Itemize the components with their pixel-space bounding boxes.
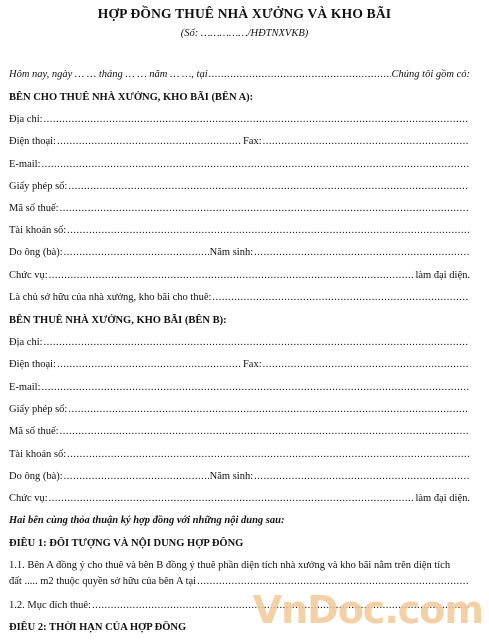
party-a-position-field[interactable] [49, 269, 415, 283]
party-a-email-label: E-mail: [9, 159, 41, 170]
party-b-address-field[interactable] [44, 336, 469, 350]
party-b-account-row [9, 448, 470, 462]
party-a-tax-label: Mã số thuế: [9, 203, 59, 214]
agreement-statement: Hai bên cùng thỏa thuận ký hợp đồng với những nội dung sau: [9, 515, 285, 526]
party-b-tax-field[interactable] [60, 425, 469, 439]
intro-line [9, 68, 470, 82]
party-b-address-label: Địa chỉ: [9, 337, 43, 348]
party-b-birth-field[interactable] [254, 470, 469, 484]
party-b-email-field[interactable] [42, 381, 470, 395]
party-a-account-row [9, 224, 470, 238]
party-a-tax-row [9, 202, 470, 216]
party-b-position-label: Chức vụ: [9, 493, 48, 504]
party-b-rep-row [9, 470, 470, 484]
party-b-email-row [9, 381, 470, 395]
intro-right: Chúng tôi gồm có: [391, 69, 470, 80]
party-a-position-row [9, 269, 470, 283]
party-a-rep-row [9, 246, 470, 260]
party-a-owner-field[interactable] [212, 291, 469, 305]
party-b-tax-row [9, 425, 470, 439]
party-a-owner-label: Là chủ sở hữu của nhà xưởng, kho bãi cho thuê: [9, 292, 212, 303]
article-1-heading: ĐIỀU 1: ĐỐI TƯỢNG VÀ NỘI DUNG HỢP ĐỒNG [9, 538, 244, 549]
party-a-heading: BÊN CHO THUÊ NHÀ XƯỞNG, KHO BÃI (BÊN A): [9, 92, 254, 103]
article-1-item-1-text: đất ..... m2 thuộc quyền sở hữu của bên A tại [9, 576, 197, 587]
party-b-phone-row [9, 358, 470, 372]
party-a-rep-label: Do ông (bà): [9, 247, 63, 258]
party-b-rep-label: Do ông (bà): [9, 471, 63, 482]
vndoc-watermark: VnDoc.com [252, 588, 483, 632]
party-b-license-label: Giấy phép số: [9, 404, 68, 415]
document-title: HỢP ĐỒNG THUÊ NHÀ XƯỞNG VÀ KHO BÃI [97, 6, 392, 21]
party-b-address-row [9, 336, 470, 350]
party-a-birth-field[interactable] [254, 246, 469, 260]
party-a-account-field[interactable] [67, 224, 469, 238]
party-b-position-row [9, 492, 470, 506]
party-a-email-row [9, 158, 470, 172]
party-a-rep-field[interactable] [64, 246, 209, 260]
party-a-account-label: Tài khoản số: [9, 225, 67, 236]
article-1-location-field[interactable] [197, 575, 469, 589]
party-a-address-row [9, 113, 470, 127]
party-a-tax-field[interactable] [60, 202, 469, 216]
party-b-phone-label: Điện thoại: [9, 359, 56, 370]
party-b-position-field[interactable] [49, 492, 415, 506]
party-b-represent-text: làm đại diện. [415, 493, 470, 504]
party-b-account-label: Tài khoản số: [9, 449, 67, 460]
party-a-birth-label: Năm sinh: [209, 247, 254, 258]
document-number: (Số: ……………/HĐTNXVKB) [180, 28, 309, 39]
intro-dots [209, 68, 391, 82]
party-a-license-field[interactable] [68, 180, 469, 194]
party-b-birth-label: Năm sinh: [209, 471, 254, 482]
party-b-account-field[interactable] [67, 448, 469, 462]
party-b-license-row [9, 403, 470, 417]
party-a-fax-label: Fax: [242, 136, 262, 147]
party-a-phone-row [9, 135, 470, 149]
party-a-license-row [9, 180, 470, 194]
intro-left: Hôm nay, ngày … … tháng … … năm … …, tại [9, 69, 208, 80]
party-b-tax-label: Mã số thuế: [9, 426, 59, 437]
party-a-email-field[interactable] [42, 158, 470, 172]
party-b-license-field[interactable] [68, 403, 469, 417]
party-b-fax-field[interactable] [263, 358, 469, 372]
party-b-rep-field[interactable] [64, 470, 209, 484]
party-b-email-label: E-mail: [9, 382, 41, 393]
article-1-item-1-line-1: 1.1. Bên A đồng ý cho thuê và bên B đồng ý thuê phần diện tích nhà xưởng và kho bãi nằm trên diện tích [9, 560, 451, 571]
party-b-phone-field[interactable] [57, 358, 242, 372]
party-a-phone-label: Điện thoại: [9, 136, 56, 147]
party-a-license-label: Giấy phép số: [9, 181, 68, 192]
party-a-address-field[interactable] [44, 113, 469, 127]
party-b-fax-label: Fax: [242, 359, 262, 370]
article-1-item-1-line-2 [9, 575, 470, 589]
party-b-heading: BÊN THUÊ NHÀ XƯỞNG, KHO BÃI (BÊN B): [9, 315, 227, 326]
party-a-represent-text: làm đại diện. [415, 270, 470, 281]
article-1-item-2-label: 1.2. Mục đích thuê: [9, 600, 91, 611]
party-a-position-label: Chức vụ: [9, 270, 48, 281]
party-a-phone-field[interactable] [57, 135, 242, 149]
party-a-fax-field[interactable] [263, 135, 469, 149]
party-a-owner-row [9, 291, 470, 305]
party-a-address-label: Địa chỉ: [9, 114, 43, 125]
article-2-heading: ĐIỀU 2: THỜI HẠN CỦA HỢP ĐỒNG [9, 622, 187, 633]
